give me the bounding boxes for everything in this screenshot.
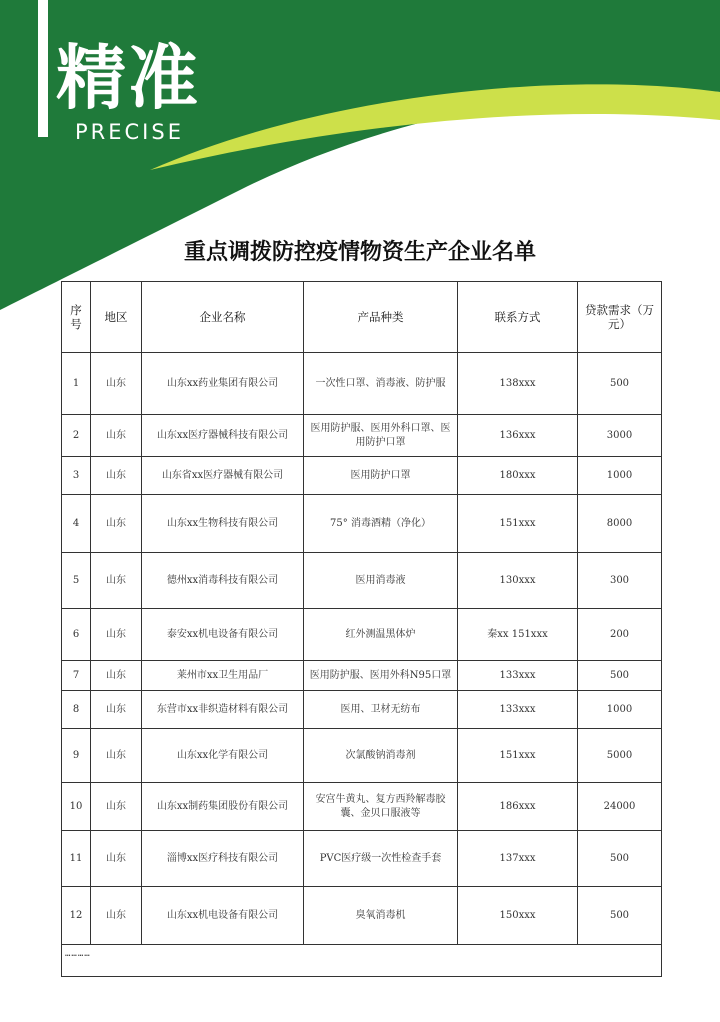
cell-contact: 186xxx — [458, 783, 578, 831]
table-footer-row — [62, 945, 662, 977]
header-contact: 联系方式 — [458, 282, 578, 353]
cell-no: 8 — [62, 691, 91, 729]
cell-loan: 3000 — [578, 415, 662, 457]
cell-product: 一次性口罩、消毒液、防护服 — [304, 353, 458, 415]
cell-loan: 500 — [578, 831, 662, 887]
table-row — [62, 495, 662, 553]
cell-product: PVC医疗级一次性检查手套 — [304, 831, 458, 887]
table-row — [62, 553, 662, 609]
table-row — [62, 691, 662, 729]
cell-contact: 136xxx — [458, 415, 578, 457]
cell-company: 东营市xx非织造材料有限公司 — [142, 691, 304, 729]
cell-company: 德州xx消毒科技有限公司 — [142, 553, 304, 609]
cell-region: 山东 — [91, 457, 142, 495]
table-row — [62, 353, 662, 415]
cell-product: 安宫牛黄丸、复方西羚解毒胶囊、金贝口服液等 — [304, 783, 458, 831]
cell-company: 泰安xx机电设备有限公司 — [142, 609, 304, 661]
cell-loan: 500 — [578, 353, 662, 415]
cell-contact: 180xxx — [458, 457, 578, 495]
cell-contact: 150xxx — [458, 887, 578, 945]
cell-contact: 133xxx — [458, 691, 578, 729]
cell-product: 医用、卫材无纺布 — [304, 691, 458, 729]
table-row — [62, 783, 662, 831]
cell-company: 山东xx药业集团有限公司 — [142, 353, 304, 415]
cell-region: 山东 — [91, 495, 142, 553]
cell-loan: 200 — [578, 609, 662, 661]
header-region: 地区 — [91, 282, 142, 353]
accent-bar — [38, 0, 48, 137]
cell-loan: 300 — [578, 553, 662, 609]
cell-product: 医用防护口罩 — [304, 457, 458, 495]
cell-contact: 151xxx — [458, 729, 578, 783]
cell-contact: 133xxx — [458, 661, 578, 691]
cell-loan: 500 — [578, 661, 662, 691]
cell-region: 山东 — [91, 553, 142, 609]
cell-no: 9 — [62, 729, 91, 783]
table-row — [62, 609, 662, 661]
cell-no: 10 — [62, 783, 91, 831]
cell-region: 山东 — [91, 729, 142, 783]
cell-region: 山东 — [91, 661, 142, 691]
cell-product: 医用防护服、医用外科口罩、医用防护口罩 — [304, 415, 458, 457]
cell-product: 医用消毒液 — [304, 553, 458, 609]
cell-company: 山东省xx医疗器械有限公司 — [142, 457, 304, 495]
table-row — [62, 661, 662, 691]
cell-contact: 秦xx 151xxx — [458, 609, 578, 661]
company-table — [61, 281, 662, 977]
cell-company: 山东xx化学有限公司 — [142, 729, 304, 783]
cell-region: 山东 — [91, 783, 142, 831]
cell-contact: 137xxx — [458, 831, 578, 887]
cell-company: 山东xx制药集团股份有限公司 — [142, 783, 304, 831]
table-row — [62, 887, 662, 945]
cell-loan: 8000 — [578, 495, 662, 553]
footer-dots: ………… — [62, 945, 662, 977]
cell-product: 臭氧消毒机 — [304, 887, 458, 945]
cell-loan: 500 — [578, 887, 662, 945]
document-title: 重点调拨防控疫情物资生产企业名单 — [183, 240, 536, 265]
cell-region: 山东 — [91, 415, 142, 457]
cell-product: 75° 消毒酒精（净化） — [304, 495, 458, 553]
cell-loan: 5000 — [578, 729, 662, 783]
cell-no: 5 — [62, 553, 91, 609]
cell-no: 4 — [62, 495, 91, 553]
table-row — [62, 457, 662, 495]
cell-no: 7 — [62, 661, 91, 691]
cell-company: 莱州市xx卫生用品厂 — [142, 661, 304, 691]
table-row — [62, 831, 662, 887]
table-row — [62, 415, 662, 457]
brand-title-en: PRECISE — [75, 120, 184, 144]
cell-contact: 151xxx — [458, 495, 578, 553]
cell-company: 山东xx医疗器械科技有限公司 — [142, 415, 304, 457]
cell-region: 山东 — [91, 609, 142, 661]
cell-company: 山东xx机电设备有限公司 — [142, 887, 304, 945]
cell-region: 山东 — [91, 691, 142, 729]
brand-title-cn: 精准 — [56, 37, 200, 119]
cell-company: 淄博xx医疗科技有限公司 — [142, 831, 304, 887]
cell-no: 11 — [62, 831, 91, 887]
cell-no: 1 — [62, 353, 91, 415]
header-loan: 贷款需求（万元） — [578, 282, 662, 353]
cell-no: 2 — [62, 415, 91, 457]
header-product: 产品种类 — [304, 282, 458, 353]
cell-loan: 1000 — [578, 691, 662, 729]
cell-region: 山东 — [91, 831, 142, 887]
cell-contact: 138xxx — [458, 353, 578, 415]
cell-no: 6 — [62, 609, 91, 661]
cell-region: 山东 — [91, 353, 142, 415]
cell-product: 次氯酸钠消毒剂 — [304, 729, 458, 783]
header-company: 企业名称 — [142, 282, 304, 353]
cell-no: 12 — [62, 887, 91, 945]
cell-product: 红外测温黑体炉 — [304, 609, 458, 661]
cell-no: 3 — [62, 457, 91, 495]
table-row — [62, 729, 662, 783]
cell-company: 山东xx生物科技有限公司 — [142, 495, 304, 553]
company-table-container — [61, 281, 661, 977]
header-no: 序号 — [62, 282, 91, 353]
cell-product: 医用防护服、医用外科N95口罩 — [304, 661, 458, 691]
cell-region: 山东 — [91, 887, 142, 945]
cell-loan: 1000 — [578, 457, 662, 495]
cell-loan: 24000 — [578, 783, 662, 831]
table-header-row — [62, 282, 662, 353]
cell-contact: 130xxx — [458, 553, 578, 609]
